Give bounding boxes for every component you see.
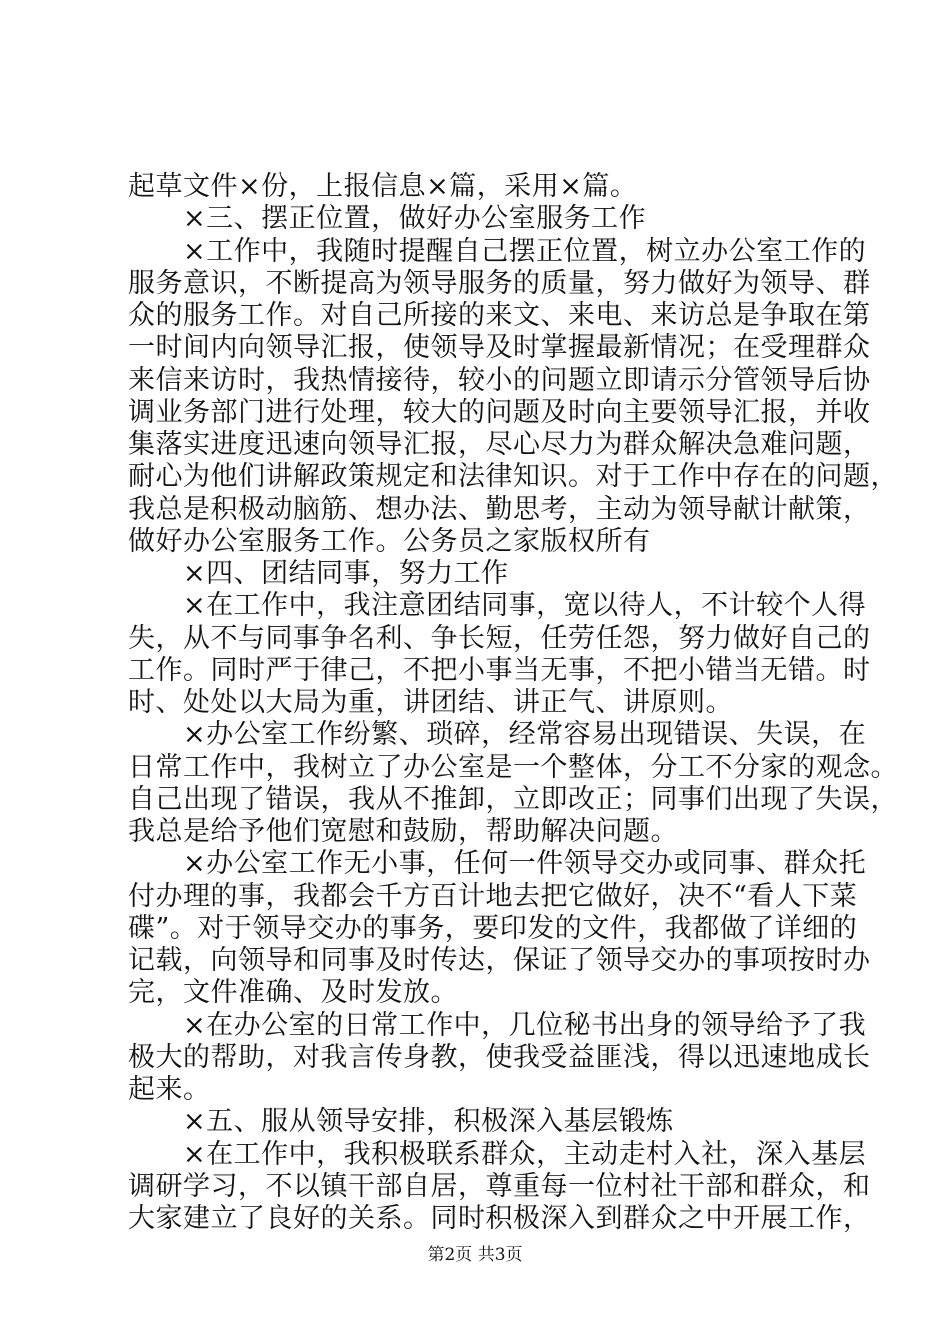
document-body: [128, 171, 898, 1235]
page-number-footer: 第2页 共3页: [427, 1245, 523, 1265]
text-line: 付办理的事，我都会千方百计地去把它做好，决不“看人下菜: [128, 880, 858, 912]
section-heading: ×四、团结同事，努力工作: [183, 558, 509, 589]
text-line: 我总是积极动脑筋、想办法、勤思考，主动为领导献计献策，: [128, 493, 871, 525]
text-line: 做好办公室服务工作。公务员之家版权所有: [128, 525, 651, 557]
text-line: 失，从不与同事争名利、争长短，任劳任怨，努力做好自己的: [128, 622, 871, 654]
section-heading: ×五、服从领导安排，积极深入基层锻炼: [183, 1106, 674, 1138]
text-line: 完，文件准确、及时发放。: [128, 977, 458, 1009]
paragraph-start: ×办公室工作纷繁、琐碎，经常容易出现错误、失误，在: [183, 719, 867, 751]
text-line: 调研学习，不以镇干部自居，尊重每一位村社干部和群众，和: [128, 1170, 871, 1202]
text-line: 大家建立了良好的关系。同时积极深入到群众之中开展工作，: [128, 1203, 871, 1234]
paragraph-start: ×在办公室的日常工作中，几位秘书出身的领导给予了我: [183, 1009, 867, 1041]
text-line: 服务意识，不断提高为领导服务的质量，努力做好为领导、群: [128, 267, 871, 299]
paragraph-start: ×在工作中，我积极联系群众，主动走村入社，深入基层: [183, 1138, 867, 1170]
text-line: 来信来访时，我热情接待，较小的问题立即请示分管领导后协: [128, 364, 871, 396]
text-line: 我总是给予他们宽慰和鼓励，帮助解决问题。: [128, 816, 678, 847]
text-line: 众的服务工作。对自己所接的来文、来电、来访总是争取在第: [128, 300, 871, 331]
section-heading: ×三、摆正位置，做好办公室服务工作: [183, 203, 647, 235]
text-line: 工作。同时严于律己，不把小事当无事，不把小错当无错。时: [128, 654, 871, 686]
text-line: 自己出现了错误，我从不推卸，立即改正；同事们出现了失误，: [128, 783, 898, 815]
text-line: 调业务部门进行处理，较大的问题及时向主要领导汇报，并收: [128, 396, 871, 428]
text-line: 起草文件×份，上报信息×篇，采用×篇。: [128, 171, 638, 202]
text-line: 时、处处以大局为重，讲团结、讲正气、讲原则。: [128, 687, 733, 718]
text-line: 耐心为他们讲解政策规定和法律知识。对于工作中存在的问题，: [128, 461, 898, 493]
text-line: 一时间内向领导汇报，使领导及时掌握最新情况；在受理群众: [128, 332, 871, 364]
text-line: 碟”。对于领导交办的事务，要印发的文件，我都做了详细的: [128, 912, 858, 944]
text-line: 集落实进度迅速向领导汇报，尽心尽力为群众解决急难问题，: [128, 429, 871, 460]
paragraph-start: ×在工作中，我注意团结同事，宽以待人，不计较个人得: [183, 590, 867, 622]
text-line: 起来。: [128, 1074, 211, 1105]
text-line: 极大的帮助，对我言传身教，使我受益匪浅，得以迅速地成长: [128, 1041, 871, 1073]
paragraph-start: ×工作中，我随时提醒自己摆正位置，树立办公室工作的: [183, 235, 867, 267]
text-line: 记载，向领导和同事及时传达，保证了领导交办的事项按时办: [128, 945, 871, 976]
paragraph-start: ×办公室工作无小事，任何一件领导交办或同事、群众托: [183, 848, 867, 880]
text-line: 日常工作中，我树立了办公室是一个整体，分工不分家的观念。: [128, 751, 898, 783]
